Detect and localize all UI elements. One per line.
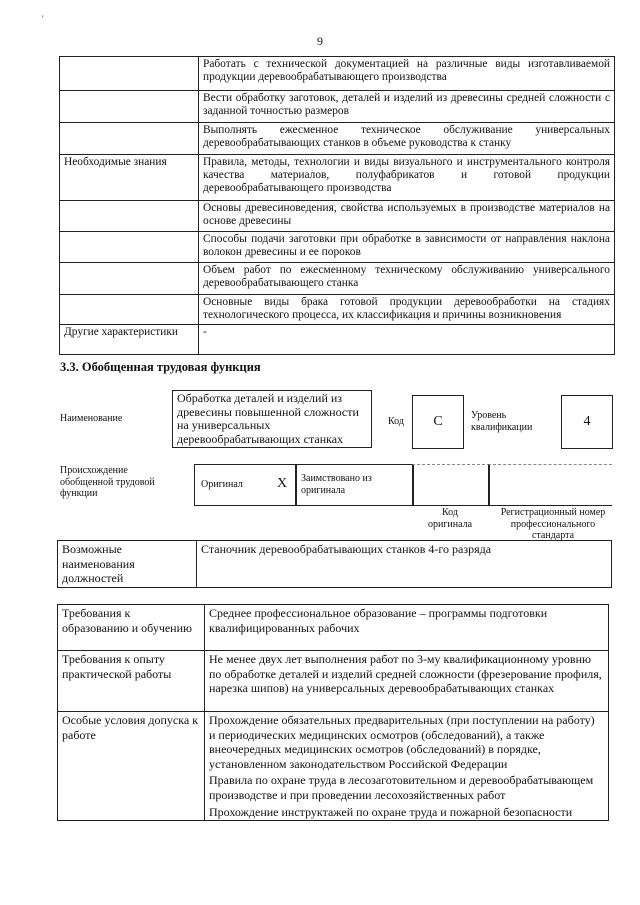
original-label: Оригинал — [201, 479, 243, 490]
table-row — [60, 57, 615, 91]
row-value: Выполнять ежесменное техническое обслуживание универсальных деревообрабатывающих станков в объеме руководства к станку — [199, 123, 615, 155]
positions-value: Станочник деревообрабатывающих станков 4-го разряда — [197, 541, 612, 588]
function-name-value: Обработка деталей и изделий из древесины повышенной сложности на универсальных деревообрабатывающих станках — [177, 391, 359, 446]
page-number: 9 — [317, 34, 323, 48]
origin-label: Происхождение обобщенной трудовой функции — [60, 465, 155, 499]
level-label: Уровень квалификации — [471, 410, 533, 433]
borrowed-label: Заимствовано из оригинала — [301, 473, 372, 496]
reg-number-cell — [488, 464, 612, 506]
section-heading: 3.3. Обобщенная трудовая функция — [60, 360, 261, 374]
row-label: Необходимые знания — [60, 155, 199, 201]
table-row — [60, 155, 615, 201]
row-label — [60, 123, 199, 155]
reg-caption: Регистрационный номер профессионального стандарта — [500, 507, 606, 541]
table-row — [58, 605, 609, 651]
table-row — [60, 123, 615, 155]
positions-label: Возможные наименования должностей — [58, 541, 197, 588]
row-label: Другие характеристики — [60, 325, 199, 355]
row-label — [60, 232, 199, 263]
level-value: 4 — [583, 414, 591, 429]
row-value: Правила по охране труда в лесозаготовительном и деревообрабатывающем производстве и при проведении лесохозяйственных работ — [205, 772, 609, 803]
row-value: Среднее профессиональное образование – программы подготовки квалифицированных рабочих — [205, 605, 609, 651]
table-row — [60, 201, 615, 232]
table-row — [60, 91, 615, 123]
row-value: Правила, методы, технологии и виды визуального и инструментального контроля качества материалов, полуфабрикатов и готовой продукции деревообрабатывающего производства — [199, 155, 615, 201]
row-label: Требования к опыту практической работы — [58, 651, 205, 712]
row-value: - — [199, 325, 615, 355]
table-row — [60, 295, 615, 325]
table-row — [58, 541, 612, 588]
row-label — [60, 295, 199, 325]
row-label — [60, 201, 199, 232]
corner-mark: ' — [42, 14, 44, 24]
row-value: Вести обработку заготовок, деталей и изделий из древесины средней сложности с заданной точностью размеров — [199, 91, 615, 123]
row-value: Способы подачи заготовки при обработке в зависимости от направления наклона волокон древесины и ее пороков — [199, 232, 615, 263]
row-label: Требования к образованию и обучению — [58, 605, 205, 651]
borrowed-cell — [295, 464, 414, 506]
table-row — [60, 325, 615, 355]
code-value: C — [433, 414, 443, 429]
code-box — [412, 395, 464, 449]
row-value: Прохождение инструктажей по охране труда и пожарной безопасности — [205, 804, 609, 821]
row-value: Прохождение обязательных предварительных (при поступлении на работу) и периодических медицинских осмотров (обследований), а также внеочередных медицинских осмотров (обследований) в порядке, установленном законодательством Российской Федерации — [205, 712, 609, 773]
original-cell — [194, 464, 297, 506]
skills-knowledge-table — [59, 56, 615, 355]
table-row — [60, 263, 615, 295]
code-label: Код — [388, 416, 404, 427]
row-value: Не менее двух лет выполнения работ по 3-му квалификационному уровню по обработке деталей и изделий средней сложности (фрезерование профиля, нарезка шипов) на универсальных деревообрабатывающих станках — [205, 651, 609, 712]
function-name-box — [172, 390, 372, 448]
original-code-cell — [412, 464, 490, 506]
table-row — [60, 232, 615, 263]
requirements-table — [57, 604, 609, 821]
row-label — [60, 91, 199, 123]
row-value: Основные виды брака готовой продукции деревообработки на стадиях технологического процесса, их классификация и причины возникновения — [199, 295, 615, 325]
name-label: Наименование — [60, 413, 123, 424]
table-row — [58, 651, 609, 712]
row-label — [60, 263, 199, 295]
row-value: Объем работ по ежесменному техническому обслуживанию универсального деревообрабатывающего станка — [199, 263, 615, 295]
positions-table — [57, 540, 612, 588]
original-mark: X — [277, 476, 288, 491]
code-caption: Код оригинала — [427, 507, 473, 530]
table-row — [58, 712, 609, 773]
row-label: Особые условия допуска к работе — [58, 712, 205, 821]
level-box — [561, 395, 613, 449]
row-value: Работать с технической документацией на различные виды изготавливаемой продукции деревообрабатывающего производства — [199, 57, 615, 91]
row-value: Основы древесиноведения, свойства используемых в производстве материалов на основе древесины — [199, 201, 615, 232]
row-label — [60, 57, 199, 91]
